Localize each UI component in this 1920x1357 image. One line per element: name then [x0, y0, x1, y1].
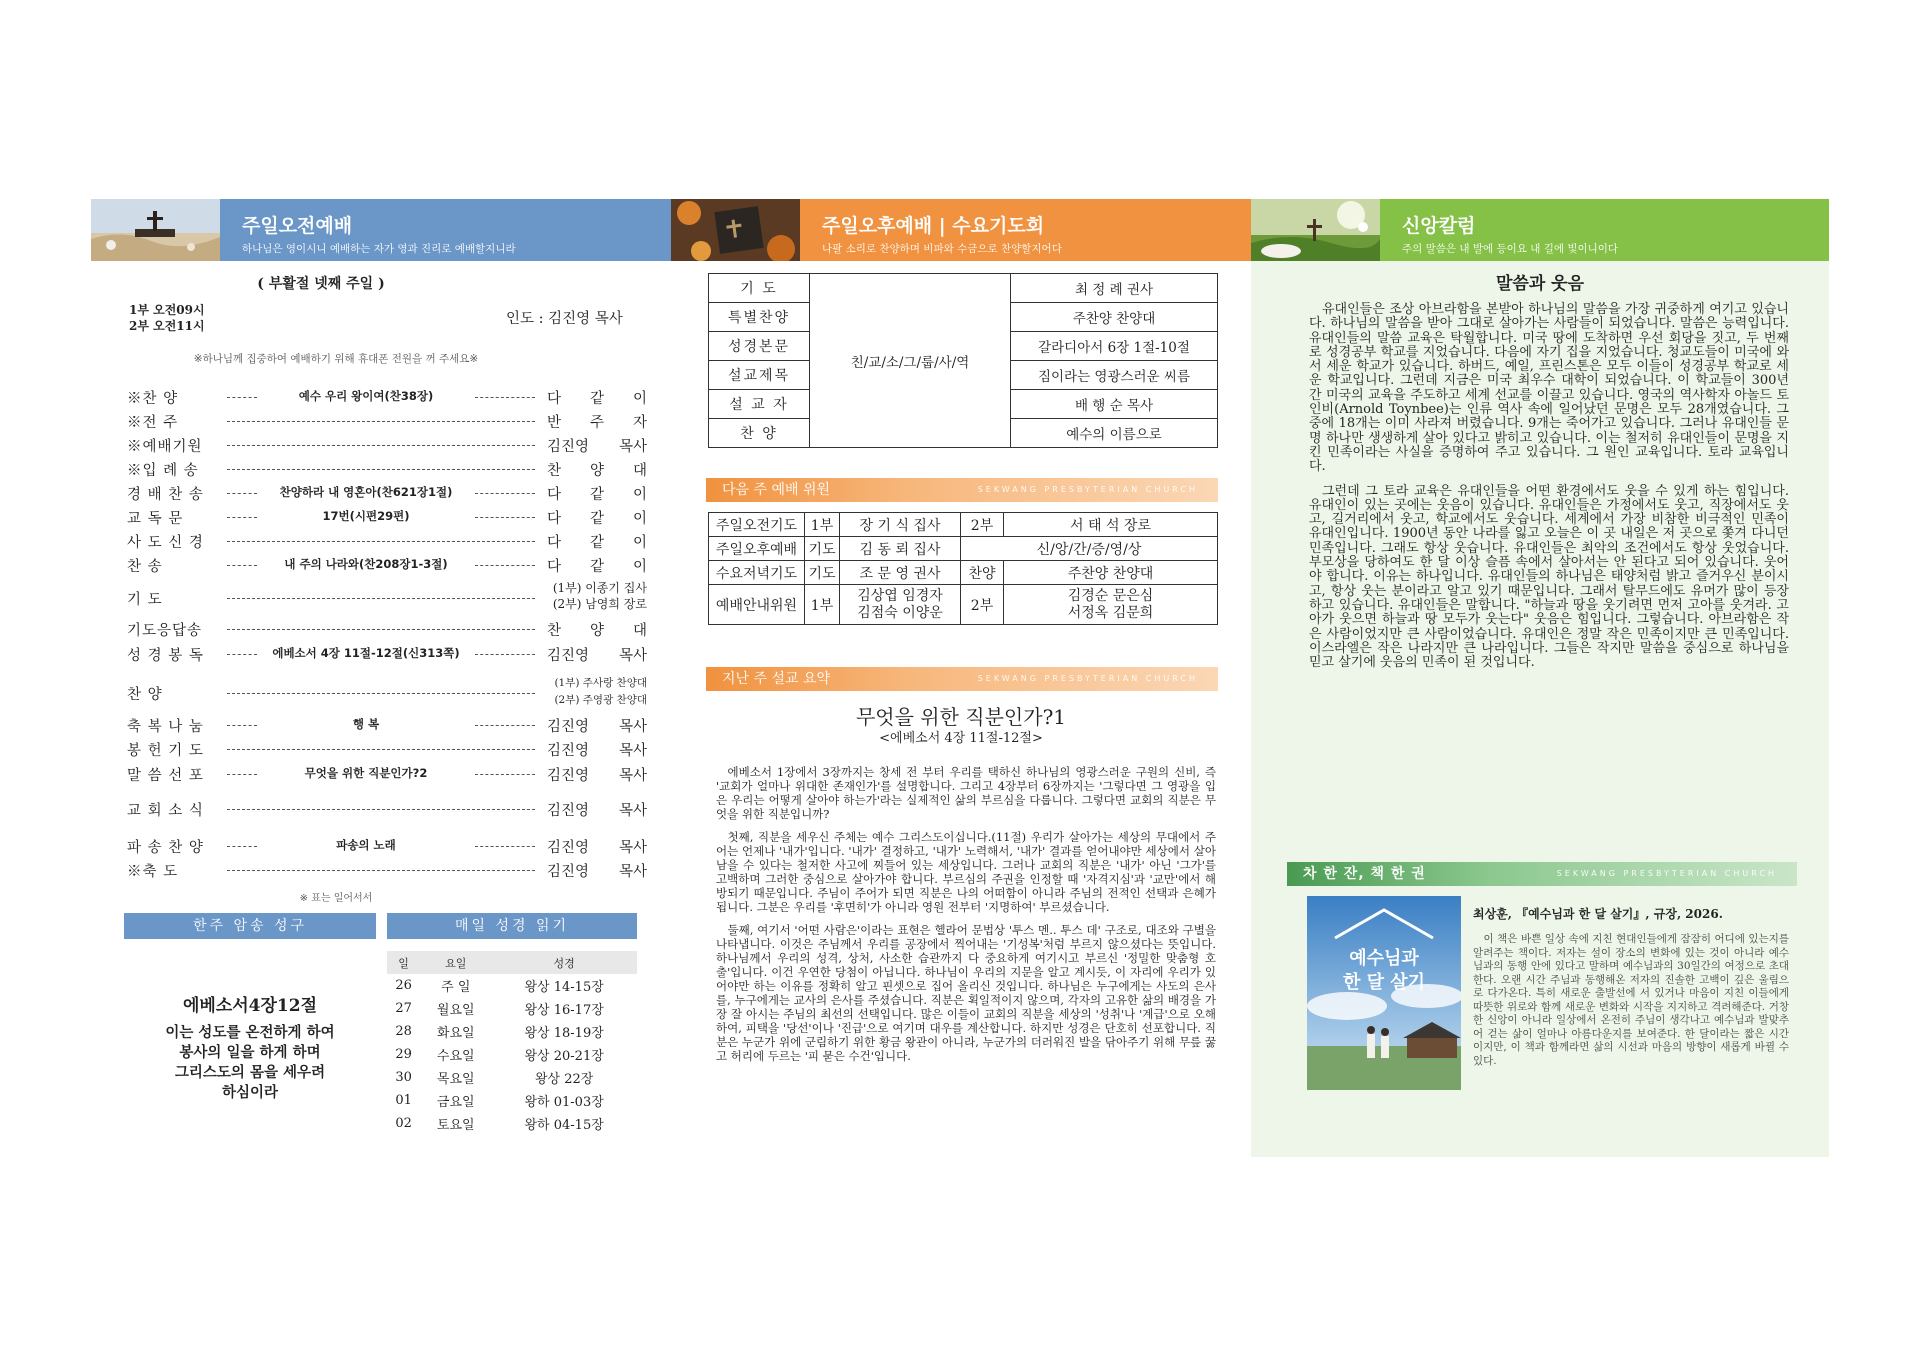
service-value: 주찬양 찬양대: [1011, 303, 1218, 332]
order-who: 다 같 이: [547, 535, 647, 551]
order-label: ※예배기원: [127, 439, 203, 455]
book-cover-title-1: 예수님과: [1349, 948, 1419, 969]
order-label: 사 도 신 경: [127, 535, 204, 551]
leader-dots: [227, 469, 535, 470]
morning-header: [91, 199, 671, 261]
sermon-body: [716, 765, 1216, 1063]
order-label: ※입 례 송: [127, 463, 199, 479]
service-label: 특별찬양: [709, 303, 810, 332]
header-subtitle: 주의 말씀은 내 발에 등이요 내 길에 빛이니이다: [1402, 243, 1619, 255]
order-who: 다 같 이: [547, 511, 647, 527]
reading-weekday: 월요일: [436, 1003, 475, 1018]
reading-passage: 왕하 01-03장: [524, 1095, 604, 1110]
morning-service-panel: [91, 199, 671, 1157]
leader-dots: [227, 541, 535, 542]
order-who: 다 같 이: [547, 391, 647, 407]
reading-passage: 왕상 16-17장: [524, 1003, 604, 1018]
nw-cell: 신/앙/간/증/영/상: [961, 537, 1218, 561]
order-who: 찬 양 대: [547, 463, 647, 479]
column-header: [1251, 199, 1829, 261]
prayer-who-1: (1부) 이종기 집사: [552, 581, 647, 595]
column-paragraph: 유대인들은 조상 아브라함을 본받아 하나님의 말씀을 가장 귀중하게 여기고 있습니다. 하나님의 말씀을 받아 그대로 살아가는 사람들이 되었습니다. 말씀은 능력입니다. 유대인들의 말씀 교육은 탁월합니다. 미국 땅에 도착하면 우선 회당을 짓고, 두 번째로 성경공부 학교를 지었습니다. 다음에 자기 집을 지었습니다. 청교도들이 미국에 와서 세운 학교가 있습니다. 하버드, 예일, 프린스톤은 모두 이들이 성경공부 학교로 세운 학교입니다. 그런데 지금은 미국 최우수 대학이 되었습니다. 이 학교들이 300년 간 미국의 교육을 주도하고 세계 선교를 이끌고 있습니다. 영국의 역사학자 아놀드 토인비(Arnold Toynbee)는 인류 역사 속에 일어났던 문명은 모두 28개였습니다. 그 중에 18개는 이미 사라져 버렸습니다. 9개는 죽어가고 있습니다. 그러나 유대인들 문명 하나만 생생하게 살아 있다고 밝히고 있습니다. 이는 철저히 유대인들이 문명을 지킨 민족이라는 사실을 증명하여 주고 있습니다. 그 원인 교육입니다. 토라 교육입니다.: [1309, 302, 1789, 475]
order-label: 찬 송: [127, 559, 163, 575]
usher-line: 김점숙 이양운: [857, 604, 943, 621]
book-citation: 최상훈, 『예수님과 한 달 살기』, 규장, 2026.: [1473, 907, 1723, 921]
usher-line: 서정옥 김문희: [1067, 604, 1154, 621]
order-item: 무엇을 위한 직분인가?2: [304, 766, 428, 780]
order-label: 성 경 봉 독: [127, 648, 204, 664]
order-item: 내 주의 나라와(찬208장1-3절): [284, 557, 448, 571]
order-item: 찬양하라 내 영혼아(찬621장1절): [279, 485, 453, 499]
order-label: ※축 도: [127, 864, 179, 880]
leader-dots: [475, 654, 535, 655]
sermon-title: 무엇을 위한 직분인가?1: [855, 705, 1067, 729]
service-row: [709, 274, 1218, 303]
leader-dots: [227, 654, 257, 655]
sermon-paragraph: 첫째, 직분을 세우신 주체는 예수 그리스도이십니다.(11절) 우리가 살아가는 세상의 무대에서 주어는 언제나 '내가'입니다. '내가' 결정하고, '내가' 노력해서, '내가' 결과를 얻어내야만 세상에서 살아남을 수 있다는 철저한 사고에 찌들어 있는 세상입니다. 그러나 교회의 직분은 '내가' 아닌 '그가'를 고백하며 그러한 중심으로 살아가야 합니다. 부르심의 주권을 인정할 때 '자격지심'과 '교만'에서 해방되기 때문입니다. 주님이 주어가 되면 직분은 나의 어떠함이 아니라 주님의 전적인 선택과 은혜가 됩니다. 그분은 우리를 '후면히'가 아니라 영원 전부터 '지명하여' 부르셨습니다.: [716, 830, 1216, 914]
order-row: [127, 764, 647, 786]
reading-passage: 왕상 20-21장: [524, 1049, 604, 1064]
order-row: [127, 459, 647, 481]
col-weekday: 요일: [445, 956, 467, 970]
service-value: 예수의 이름으로: [1011, 419, 1218, 448]
next-week-row: [709, 561, 1218, 585]
order-item: 행 복: [352, 717, 380, 731]
leader-dots: [227, 870, 535, 871]
order-label: ※전 주: [127, 415, 179, 431]
leader-dots: [227, 598, 535, 599]
order-label: 기도응답송: [127, 623, 203, 639]
next-week-bar: [706, 478, 1218, 502]
service-middle: 친/교/소/그/룹/사/역: [810, 274, 1011, 448]
reading-day: 27: [395, 1001, 412, 1016]
bible-reading-table: [387, 951, 637, 1135]
reading-day: 02: [395, 1116, 412, 1131]
nw-cell: 1부: [805, 585, 840, 625]
order-row: [127, 531, 647, 553]
order-row: [127, 644, 647, 666]
col-day: 일: [398, 956, 409, 970]
book-bar: [1287, 862, 1797, 886]
nw-cell-ushers: [1004, 585, 1218, 625]
order-who: 김진영 목사: [547, 803, 647, 819]
service-label: 설 교 자: [709, 390, 810, 419]
column-paragraph: 그런데 그 토라 교육은 유대인들을 어떤 환경에서도 웃을 수 있게 하는 힘입니다. 유대인이 있는 곳에는 웃음이 있습니다. 유대인들은 가정에서도 웃고, 직장에서도 웃고, 길거리에서 웃고, 학교에서도 웃습니다. 세계에서 가장 비참한 비극적인 민족이 유대인입니다. 1900년 동안 나라를 잃고 오늘은 이 곳 내일은 저 곳으로 쫓겨 다니던 민족입니다. 그래도 항상 웃습니다. 유대인들은 최악의 조건에서도 항상 웃었습니다. 부모상을 당하여도 한 달 이상 슬픔 속에서 살아서는 안 된다고 되어 있습니다. 웃어야 합니다. 이유는 하나입니다. 유대인들의 하나님은 태양처럼 밝고 즐거우신 분이시고, 항상 웃는 분이라고 알고 있기 때문입니다. 그래서 탈무드에도 유머가 많이 등장하고 있습니다. 유대인들은 말합니다. "하늘과 땅을 웃기려면 먼저 고아를 웃겨라. 고아가 웃으면 하늘과 땅 모두가 웃는다" 웃음은 힘입니다. 그렇습니다. 아브라함은 작은 사람이었지만 큰 사람이었습니다. 유대인은 정말 작은 민족이지만 큰 민족입니다. 이스라엘은 작은 나라지만 큰 나라입니다. 그들은 작지만 말씀을 중심으로 하나님을 믿고 살기에 웃음의 민족이 된 것입니다.: [1309, 483, 1789, 671]
leader-dots: [475, 565, 535, 566]
sermon-paragraph: 에베소서 1장에서 3장까지는 창세 전 부터 우리를 택하신 하나님의 영광스러운 구원의 신비, 즉 '교회가 얼마나 위대한 존재인가'를 설명합니다. 그리고 4장부터 6장까지는 '그렇다면 그 영광을 입은 우리는 어떻게 살아야 하는가'라는 실제적인 삶의 부르심을 다룹니다. 그렇다면 교회의 직분은 무엇을 위한 직분입니까?: [716, 765, 1216, 821]
book-cover: [1307, 896, 1461, 1090]
bible-row: [387, 997, 637, 1020]
order-item: 예수 우리 왕이여(찬38장): [298, 389, 434, 403]
sermon-bar-title: 지난 주 설교 요약: [722, 671, 831, 687]
bible-row: [387, 1112, 637, 1135]
order-who: 김진영 목사: [547, 864, 647, 880]
leader-dots: [475, 774, 535, 775]
sunday-label: ( 부활절 넷째 주일 ): [257, 276, 385, 292]
header-title: 주일오후예배 | 수요기도회: [822, 215, 1045, 237]
bible-table-header: [387, 951, 637, 974]
order-row: [127, 555, 647, 577]
reading-day: 28: [395, 1024, 412, 1039]
header-title: 주일오전예배: [242, 215, 353, 237]
reading-weekday: 화요일: [436, 1026, 475, 1041]
order-who: 김진영 목사: [547, 768, 647, 784]
leader-dots: [227, 565, 257, 566]
leader-dots: [227, 421, 535, 422]
nw-cell: 조 문 영 권사: [840, 561, 961, 585]
order-who: 찬 양 대: [547, 623, 647, 639]
bible-row: [387, 1020, 637, 1043]
order-row-choir: [127, 675, 647, 709]
nw-cell: 기도: [805, 561, 840, 585]
order-label: ※찬 양: [127, 391, 179, 407]
nw-cell: 1부: [805, 513, 840, 537]
leader-dots: [475, 846, 535, 847]
memory-verse-ref: 에베소서4장12절: [182, 996, 318, 1016]
choir-who-2: (2부) 주영광 찬양대: [554, 694, 647, 706]
nw-cell: 수요저녁기도: [709, 561, 805, 585]
service-time-1: 1부 오전09시: [129, 303, 205, 317]
nw-cell: 장 기 식 집사: [840, 513, 961, 537]
stand-note: ※ 표는 일어서서: [299, 893, 373, 904]
order-label: 교 회 소 식: [127, 803, 204, 819]
bible-row: [387, 1089, 637, 1112]
nw-cell: 김 동 뢰 집사: [840, 537, 961, 561]
order-who: 다 같 이: [547, 487, 647, 503]
afternoon-header: [671, 199, 1251, 261]
church-watermark: SEKWANG PRESBYTERIAN CHURCH: [977, 674, 1198, 683]
order-who: 반 주 자: [547, 415, 647, 431]
sermon-bar: [706, 667, 1218, 691]
leader-dots: [475, 397, 535, 398]
order-item: 파송의 노래: [336, 838, 396, 852]
order-item: 17번(시편29편): [322, 509, 410, 523]
order-row: [127, 411, 647, 433]
service-value: 갈라디아서 6장 1절-10절: [1011, 332, 1218, 361]
nw-cell: 주일오후예배: [709, 537, 805, 561]
order-who: 다 같 이: [547, 559, 647, 575]
memory-verse-line: 봉사의 일을 하게 하며: [179, 1044, 321, 1061]
choir-who: [554, 675, 647, 709]
order-row-prayer: [127, 580, 647, 614]
nw-cell: 주찬양 찬양대: [1004, 561, 1218, 585]
bible-row: [387, 1043, 637, 1066]
header-subtitle: 하나님은 영이시니 예배하는 자가 영과 진리로 예배할지니라: [242, 243, 516, 255]
leader-dots: [227, 774, 257, 775]
usher-line: 김상엽 임경자: [857, 587, 943, 604]
order-row: [127, 836, 647, 858]
reading-weekday: 목요일: [436, 1072, 475, 1087]
next-week-table: [708, 512, 1218, 625]
reading-passage: 왕하 04-15장: [524, 1118, 604, 1133]
next-week-row: [709, 585, 1218, 625]
order-who: 김진영 목사: [547, 648, 647, 664]
order-row: [127, 619, 647, 641]
order-row: [127, 860, 647, 882]
reading-weekday: 토요일: [436, 1118, 475, 1133]
order-row: [127, 507, 647, 529]
reading-day: 29: [395, 1047, 412, 1062]
next-week-title: 다음 주 예배 위원: [722, 482, 831, 498]
leader-dots: [227, 725, 257, 726]
nw-cell: 예배안내위원: [709, 585, 805, 625]
reading-passage: 왕상 18-19장: [524, 1026, 604, 1041]
phone-notice: ※하나님께 집중하여 예배하기 위해 휴대폰 전원을 꺼 주세요※: [193, 353, 479, 365]
nw-cell: 주일오전기도: [709, 513, 805, 537]
afternoon-service-table: [708, 273, 1218, 448]
afternoon-service-panel: [671, 199, 1251, 1157]
prayer-who: [553, 580, 647, 612]
order-row: [127, 799, 647, 821]
nw-cell: 서 태 석 장로: [1004, 513, 1218, 537]
column-title: 말씀과 웃음: [1495, 274, 1585, 294]
reading-day: 01: [395, 1093, 412, 1108]
sermon-paragraph: 둘째, 여기서 '어떤 사람은'이라는 표현은 헬라어 문법상 '투스 멘.. 투스 데' 구조로, 대조와 구별을 나타냅니다. 이것은 주님께서 우리를 공장에서 찍어내는 '기성복'처럼 부르지 않으셨다는 뜻입니다. 하나님께서 우리의 성격, 상처, 사소한 습관까지 다 중요하게 여기시고 부르신 '정밀한 맞춤형 호출'입니다. 이건 우연한 당첨이 아닙니다. 하나님이 우리의 지문을 알고 계시듯, 이 자리에 우리가 있어야만 하는 이유를 정확히 알고 핀셋으로 집어 올리신 것입니다. 하나님은 누구에게는 사도의 은사를, 누구에게는 교사의 은사를 주셨습니다. 직분은 획일적이지 않으며, 각자의 고유한 삶의 배경을 가장 잘 아시는 주님의 최선의 선택입니다. 많은 이들이 교회의 직분을 세상의 '성취'나 '계급'으로 오해하여, 피택을 '당선'이나 '진급'으로 여기며 대우를 계산합니다. 하지만 성경은 단호히 선포합니다. 직분은 누군가 위에 군림하기 위한 황금 왕관이 아니라, 누군가의 더러워진 발을 닦아주기 위해 무릎 꿇고 허리에 두르는 '피 묻은 수건'입니다.: [716, 923, 1216, 1063]
leader-dots: [227, 693, 535, 694]
leader-dots: [475, 493, 535, 494]
order-row: [127, 435, 647, 457]
nw-cell: 2부: [961, 585, 1004, 625]
leader-dots: [227, 445, 535, 446]
choir-who-1: (1부) 주사랑 찬양대: [554, 677, 647, 689]
order-who: 김진영 목사: [547, 840, 647, 856]
reading-day: 30: [395, 1070, 412, 1085]
bible-row: [387, 1066, 637, 1089]
service-time-2: 2부 오전11시: [129, 319, 205, 333]
header-subtitle: 나팔 소리로 찬양하며 비파와 수금으로 찬양할지어다: [822, 243, 1062, 255]
church-watermark: SEKWANG PRESBYTERIAN CHURCH: [977, 485, 1198, 494]
memory-verse-text: [124, 1023, 376, 1103]
leader-dots: [227, 809, 535, 810]
memory-verse-line: 하심이라: [221, 1084, 279, 1101]
memory-verse-box: [124, 939, 376, 1131]
order-label: 말 씀 선 포: [127, 768, 204, 784]
bible-autumn-photo: [671, 199, 800, 261]
leader-dots: [475, 725, 535, 726]
nw-cell: 2부: [961, 513, 1004, 537]
service-label: 찬 양: [709, 419, 810, 448]
order-item: 에베소서 4장 11절-12절(신313쪽): [272, 646, 460, 660]
service-value: 배 행 순 목사: [1011, 390, 1218, 419]
memory-verse-title: 한주 암송 성구: [124, 913, 376, 939]
order-row: [127, 483, 647, 505]
sermon-reference: <에베소서 4장 11절-12절>: [879, 731, 1043, 746]
order-label: 봉 헌 기 도: [127, 743, 204, 759]
leader-dots: [227, 517, 257, 518]
reading-weekday: 금요일: [436, 1095, 475, 1110]
nw-cell: 기도: [805, 537, 840, 561]
order-label: 경 배 찬 송: [127, 487, 204, 503]
service-value: 짐이라는 영광스러운 씨름: [1011, 361, 1218, 390]
beach-cross-photo: [91, 199, 220, 261]
leader-label: 인도 : 김진영 목사: [506, 311, 623, 327]
faith-column-panel: [1251, 199, 1829, 1157]
col-passage: 성경: [553, 956, 575, 970]
header-title: 신앙칼럼: [1402, 215, 1476, 237]
reading-weekday: 수요일: [436, 1049, 475, 1064]
order-who: 김진영 목사: [547, 719, 647, 735]
leader-dots: [227, 493, 257, 494]
reading-weekday: 주 일: [441, 980, 471, 995]
memory-verse-line: 그리스도의 몸을 세우려: [174, 1064, 326, 1081]
grass-cross-photo: [1251, 199, 1380, 261]
column-body: [1309, 303, 1789, 670]
book-cover-title-2: 한 달 살기: [1342, 972, 1426, 993]
nw-cell: 찬양: [961, 561, 1004, 585]
bible-reading-title: 매일 성경 읽기: [387, 913, 637, 939]
order-label: 파 송 찬 양: [127, 840, 204, 856]
service-label: 기 도: [709, 274, 810, 303]
order-who: 김진영 목사: [547, 439, 647, 455]
usher-line: 김경순 문은심: [1067, 587, 1154, 604]
choir-label: 찬 양: [127, 687, 163, 703]
reading-day: 26: [395, 978, 412, 993]
reading-passage: 왕상 14-15장: [524, 980, 604, 995]
next-week-row: [709, 513, 1218, 537]
bible-row: [387, 974, 637, 997]
service-value: 최 정 례 권사: [1011, 274, 1218, 303]
church-watermark: SEKWANG PRESBYTERIAN CHURCH: [1556, 869, 1777, 878]
order-label: 축 복 나 눔: [127, 719, 204, 735]
order-label: 교 독 문: [127, 511, 184, 527]
service-label: 성경본문: [709, 332, 810, 361]
next-week-row: [709, 537, 1218, 561]
prayer-label: 기 도: [127, 592, 163, 608]
order-row: [127, 739, 647, 761]
prayer-who-2: (2부) 남영희 장로: [552, 597, 647, 611]
leader-dots: [227, 749, 535, 750]
memory-verse-line: 이는 성도를 온전하게 하여: [165, 1024, 335, 1041]
order-row: [127, 715, 647, 737]
book-bar-title: 차 한 잔, 책 한 권: [1303, 866, 1426, 882]
reading-passage: 왕상 22장: [534, 1072, 594, 1087]
service-label: 설교제목: [709, 361, 810, 390]
book-description: 이 책은 바쁜 일상 속에 지친 현대인들에게 잠잠히 어디에 있는지를 알려주는 책이다. 저자는 설이 장소의 변화에 있는 것이 아니라 예수님과의 동행 안에 있다고 말하며 예수님과의 30일간의 여정으로 초대한다. 오랜 시간 주님과 동행해온 저자의 진솔한 고백이 깊은 울림으로 다가온다. 특히 새로운 출발선에 서 있거나 마음이 지친 이들에게 따뜻한 위로와 함께 새로운 변화와 시작을 지지하고 격려해준다. 거창한 신앙이 아니라 일상에서 온전히 주님이 생각나고 예수님과 발맞추어 걷는 삶이 얼마나 아름다운지를 보여준다. 한 달이라는 짧은 시간이지만, 이 책과 함께라면 삶의 시선과 마음의 방향이 새롭게 바뀔 수 있다.: [1473, 933, 1789, 1067]
order-row: [127, 387, 647, 409]
leader-dots: [227, 846, 257, 847]
leader-dots: [227, 397, 257, 398]
leader-dots: [475, 517, 535, 518]
order-who: 김진영 목사: [547, 743, 647, 759]
leader-dots: [227, 629, 535, 630]
nw-cell-ushers: [840, 585, 961, 625]
